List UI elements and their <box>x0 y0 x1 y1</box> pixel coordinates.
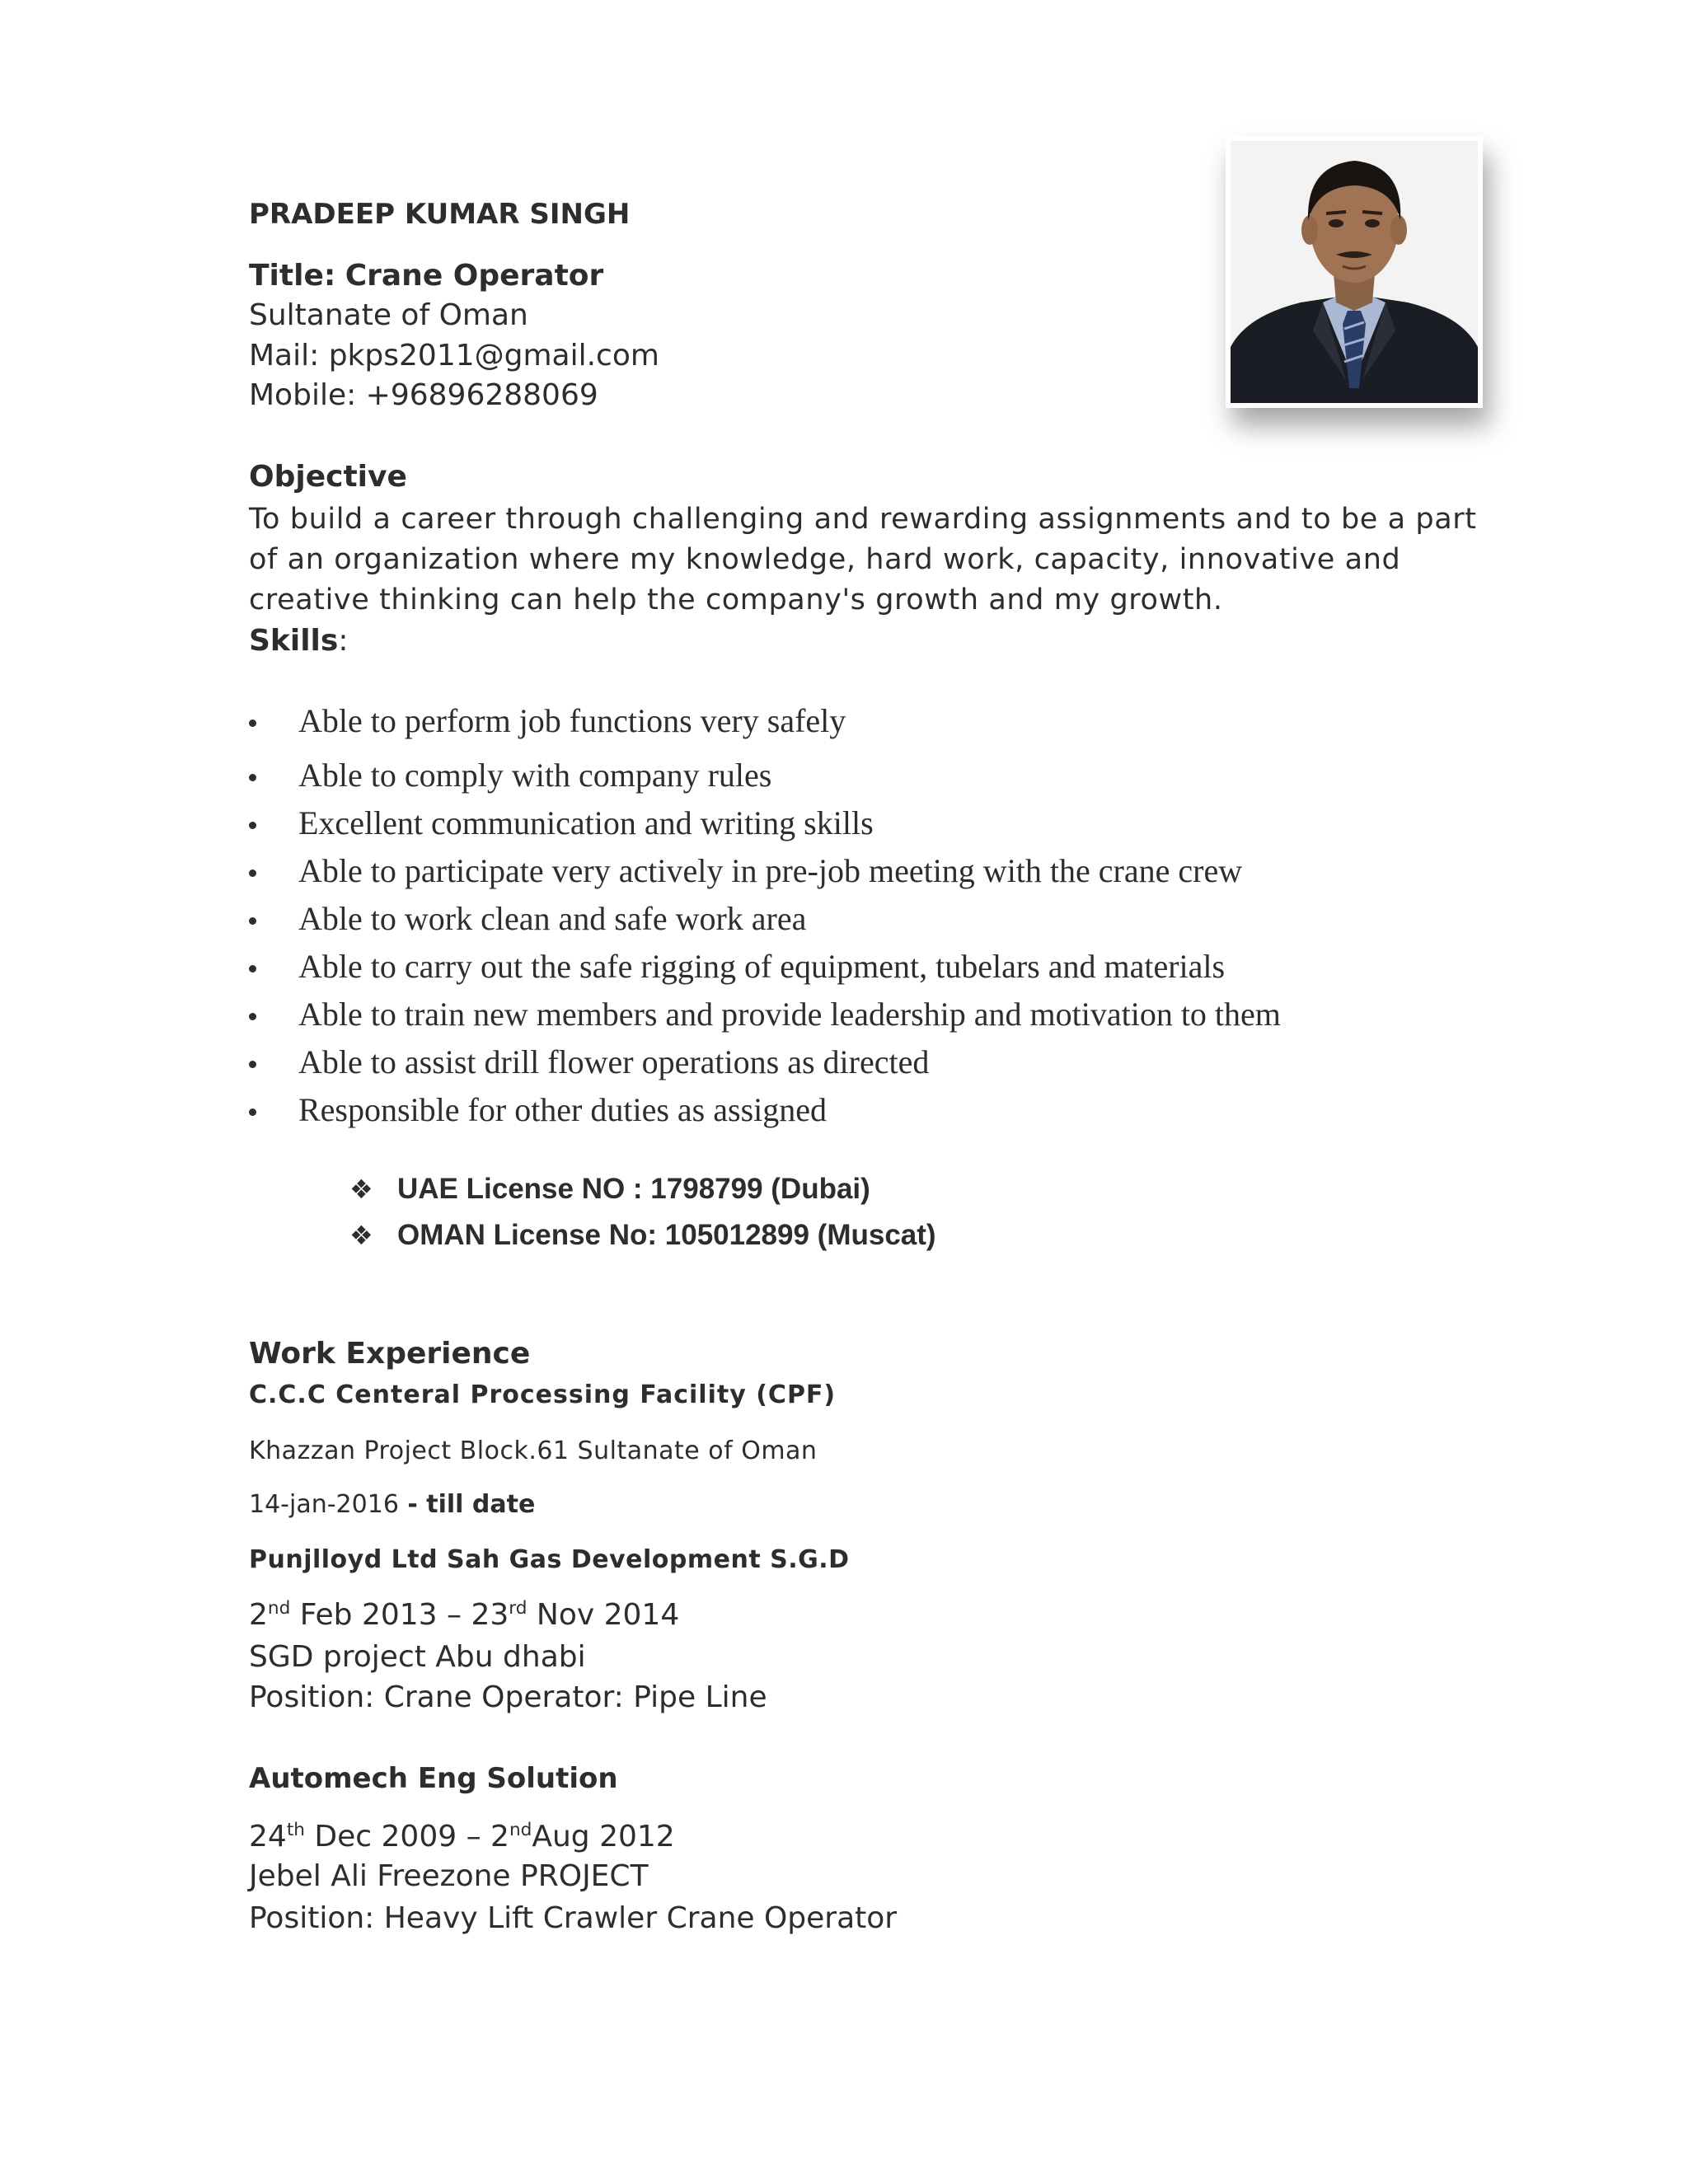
list-item: Excellent communication and writing skills <box>247 799 1281 847</box>
list-item: Able to participate very actively in pre-job meeting with the crane crew <box>247 847 1281 895</box>
candidate-name: PRADEEP KUMAR SINGH <box>249 198 631 231</box>
portrait-photo <box>1226 136 1483 408</box>
job1-company: C.C.C Centeral Processing Facility (CPF) <box>249 1380 837 1409</box>
list-item: Able to comply with company rules <box>247 752 1281 799</box>
job2-project: SGD project Abu dhabi <box>249 1640 586 1674</box>
diamond-bullet-icon: ❖ <box>349 1174 373 1204</box>
list-item: Responsible for other duties as assigned <box>247 1086 1281 1134</box>
bullet-icon <box>249 1108 256 1116</box>
job1-dates: 14-jan-2016 - till date <box>249 1490 536 1519</box>
job2-dates: 2nd Feb 2013 – 23rd Nov 2014 <box>249 1598 680 1632</box>
objective-text: To build a career through challenging and rewarding assignments and to be a part of an organization where my knowledge, hard work, capacity, innovative and creative thinking can help the company's growth and my growth. <box>249 503 1477 616</box>
job3-position: Position: Heavy Lift Crawler Crane Operator <box>249 1901 898 1935</box>
diamond-bullet-icon: ❖ <box>349 1221 373 1250</box>
title-label: Title: <box>249 259 336 293</box>
job-title <box>249 259 603 293</box>
bullet-icon <box>249 917 256 925</box>
oman-license: ❖ OMAN License No: 105012899 (Muscat) <box>349 1219 936 1251</box>
job3-company: Automech Eng Solution <box>249 1762 618 1795</box>
list-item: Able to assist drill flower operations as directed <box>247 1038 1281 1086</box>
bullet-icon <box>249 774 256 781</box>
list-item: Able to carry out the safe rigging of equipment, tubelars and materials <box>247 943 1281 991</box>
job1-project: Khazzan Project Block.61 Sultanate of Oman <box>249 1436 818 1465</box>
job3-project: Jebel Ali Freezone PROJECT <box>249 1859 649 1893</box>
work-experience-heading: Work Experience <box>249 1337 531 1371</box>
list-item: Able to work clean and safe work area <box>247 895 1281 943</box>
skills-list <box>247 697 1281 1134</box>
job2-company: Punjlloyd Ltd Sah Gas Development S.G.D <box>249 1545 850 1574</box>
email: Mail: pkps2011@gmail.com <box>249 339 659 373</box>
objective-heading: Objective <box>249 460 407 494</box>
location: Sultanate of Oman <box>249 298 528 332</box>
uae-license: ❖ UAE License NO : 1798799 (Dubai) <box>349 1173 870 1205</box>
list-item: Able to train new members and provide leadership and motivation to them <box>247 991 1281 1038</box>
title-value: Crane Operator <box>345 259 604 293</box>
skills-heading <box>249 624 348 658</box>
skills-heading-colon: : <box>338 624 349 658</box>
mobile-number: Mobile: +96896288069 <box>249 378 598 412</box>
bullet-icon <box>249 869 256 877</box>
bullet-icon <box>249 1013 256 1020</box>
skills-heading-label: Skills <box>249 624 339 658</box>
list-item: Able to perform job functions very safely <box>247 697 1281 752</box>
bullet-icon <box>249 822 256 829</box>
bullet-icon <box>249 1061 256 1068</box>
bullet-icon <box>249 719 256 727</box>
bullet-icon <box>249 965 256 972</box>
job2-position: Position: Crane Operator: Pipe Line <box>249 1680 767 1714</box>
job3-dates: 24th Dec 2009 – 2ndAug 2012 <box>249 1820 675 1854</box>
